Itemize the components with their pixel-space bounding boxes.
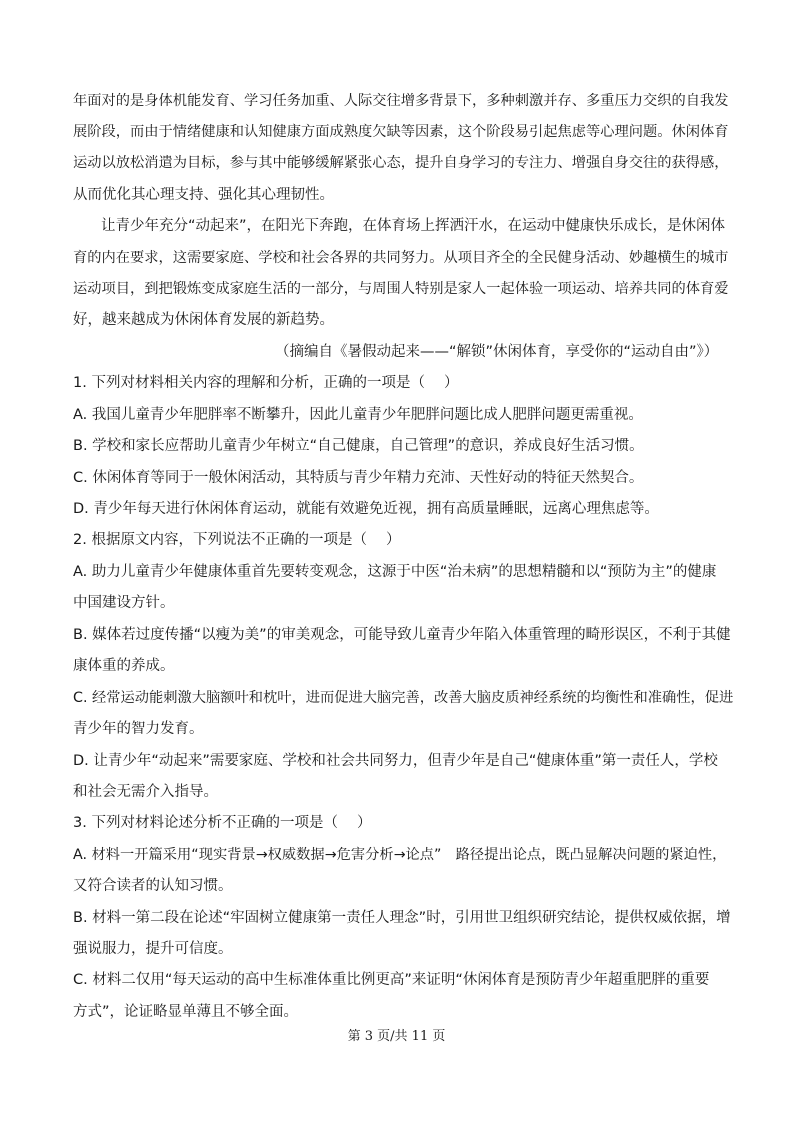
passage-line: 让青少年充分“动起来”，在阳光下奔跑，在体育场上挥洒汗水，在运动中健康快乐成长，是休闲体 bbox=[101, 218, 726, 234]
option-line: A. 材料一开篇采用“现实背景→权威数据→危害分析→论点” 路径提出论点，既凸显解决问题的紧迫性， bbox=[73, 847, 727, 863]
passage-line: 运动项目，到把锻炼变成家庭生活的一部分，与周围人特别是家人一起体验一项运动、培养共同的体育爱 bbox=[73, 281, 729, 297]
option-line: 和社会无需介入指导。 bbox=[73, 784, 218, 800]
option-line: 方式”，论证略显单薄且不够全面。 bbox=[73, 1004, 299, 1020]
question-stem: 3. 下列对材料论述分析不正确的一项是（ ） bbox=[73, 815, 372, 831]
option-line: C. 休闲体育等同于一般休闲活动，其特质与青少年精力充沛、天性好动的特征天然契合。 bbox=[73, 470, 644, 486]
passage-line: 年面对的是身体机能发育、学习任务加重、人际交往增多背景下，多种刺激并存、多重压力交织的自我发 bbox=[73, 93, 729, 109]
option-line: 康体重的养成。 bbox=[73, 658, 175, 674]
passage-line: 展阶段，而由于情绪健康和认知健康方面成熟度欠缺等因素，这个阶段易引起焦虑等心理问题。休闲体育 bbox=[73, 124, 729, 140]
option-line: A. 我国儿童青少年肥胖率不断攀升，因此儿童青少年肥胖问题比成人肥胖问题更需重视。 bbox=[73, 407, 643, 423]
passage-line: 育的内在要求，这需要家庭、学校和社会各界的共同努力。从项目齐全的全民健身活动、妙趣横生的城市 bbox=[73, 250, 729, 266]
option-line: D. 让青少年“动起来”需要家庭、学校和社会共同努力，但青少年是自己“健康体重”第一责任人，学校 bbox=[73, 753, 718, 769]
source-citation: （摘编自《暑假动起来——“解锁”休闲体育，享受你的“运动自由”》） bbox=[275, 344, 719, 360]
option-line: 青少年的智力发育。 bbox=[73, 721, 204, 737]
option-line: A. 助力儿童青少年健康体重首先要转变观念，这源于中医“治未病”的思想精髓和以“预防为主”的健康 bbox=[73, 564, 717, 580]
option-line: B. 学校和家长应帮助儿童青少年树立“自己健康，自己管理”的意识，养成良好生活习惯。 bbox=[73, 438, 644, 454]
option-line: C. 材料二仅用“每天运动的高中生标准体重比例更高”来证明“休闲体育是预防青少年超重肥胖的重要 bbox=[73, 972, 710, 988]
page-number-footer: 第 3 页/共 11 页 bbox=[347, 1029, 446, 1044]
option-line: B. 媒体若过度传播“以瘦为美”的审美观念，可能导致儿童青少年陷入体重管理的畸形误区，不利于其健 bbox=[73, 627, 731, 643]
option-line: C. 经常运动能刺激大脑额叶和枕叶，进而促进大脑完善，改善大脑皮质神经系统的均衡性和准确性，促进 bbox=[73, 690, 734, 706]
option-line: 中国建设方针。 bbox=[73, 595, 175, 611]
question-stem: 1. 下列对材料相关内容的理解和分析，正确的一项是（ ） bbox=[73, 375, 459, 391]
option-line: 强说服力，提升可信度。 bbox=[73, 941, 233, 957]
option-line: 又符合读者的认知习惯。 bbox=[73, 878, 233, 894]
option-line: D. 青少年每天进行休闲体育运动，就能有效避免近视，拥有高质量睡眠，远离心理焦虑等。 bbox=[73, 501, 659, 517]
passage-line: 从而优化其心理支持、强化其心理韧性。 bbox=[73, 187, 334, 203]
passage-line: 好，越来越成为休闲体育发展的新趋势。 bbox=[73, 312, 334, 328]
option-line: B. 材料一第二段在论述“牢固树立健康第一责任人理念”时，引用世卫组织研究结论，提供权威依据，增 bbox=[73, 910, 731, 926]
question-stem: 2. 根据原文内容，下列说法不正确的一项是（ ） bbox=[73, 532, 401, 548]
passage-line: 运动以放松消遣为目标，参与其中能够缓解紧张心态，提升自身学习的专注力、增强自身交往的获得感， bbox=[73, 155, 729, 171]
